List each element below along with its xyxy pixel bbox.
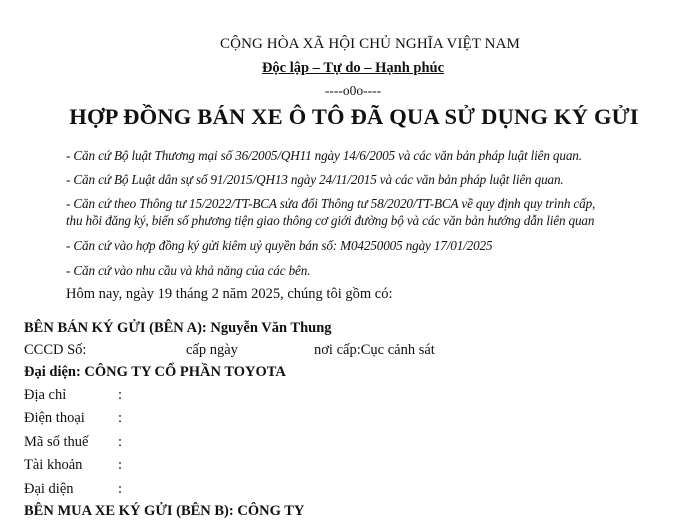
- address-label: Địa chỉ: [24, 387, 67, 403]
- bank-account-colon: :: [118, 457, 123, 473]
- party-a-heading: BÊN BÁN KÝ GỬI (BÊN A): Nguyễn Văn Thung: [24, 320, 332, 336]
- phone-colon: :: [118, 410, 123, 426]
- legal-basis-consignment-contract: - Căn cứ vào hợp đồng ký gửi kiêm uỷ quyền bán số: M04250005 ngày 17/01/2025: [66, 238, 493, 253]
- tax-code-label: Mã số thuế: [24, 434, 89, 450]
- id-issue-date-label: cấp ngày: [186, 342, 238, 358]
- id-number-label: CCCD Số:: [24, 342, 87, 358]
- legal-basis-circular-line-2: thu hồi đăng ký, biển số phương tiện giao thông cơ giới đường bộ và các văn bản hướng dẫn liên quan: [66, 213, 595, 228]
- legal-basis-needs: - Căn cứ vào nhu cầu và khả năng của các bên.: [66, 263, 311, 278]
- legal-basis-circular-line-1: - Căn cứ theo Thông tư 15/2022/TT-BCA sửa đổi Thông tư 58/2020/TT-BCA về quy định quy trình cấp,: [66, 196, 596, 211]
- representative-person-colon: :: [118, 481, 123, 497]
- national-motto: Độc lập – Tự do – Hạnh phúc: [261, 60, 445, 76]
- address-colon: :: [118, 387, 123, 403]
- id-issue-place: nơi cấp:Cục cảnh sát: [314, 342, 435, 358]
- representative-heading: Đại diện: CÔNG TY CỔ PHẦN TOYOTA: [24, 364, 286, 380]
- bank-account-label: Tài khoản: [24, 457, 83, 473]
- party-b-heading: BÊN MUA XE KÝ GỬI (BÊN B): CÔNG TY: [24, 503, 305, 519]
- header-separator: ----o0o----: [324, 83, 382, 98]
- intro-sentence: Hôm nay, ngày 19 tháng 2 năm 2025, chúng tôi gồm có:: [66, 286, 393, 302]
- representative-person-label: Đại diện: [24, 481, 74, 497]
- phone-label: Điện thoại: [24, 410, 85, 426]
- tax-code-colon: :: [118, 434, 123, 450]
- legal-basis-commercial-law: - Căn cứ Bộ luật Thương mại số 36/2005/QH11 ngày 14/6/2005 và các văn bản pháp luật liên quan.: [66, 148, 582, 163]
- legal-basis-civil-code: - Căn cứ Bộ Luật dân sự số 91/2015/QH13 ngày 24/11/2015 và các văn bản pháp luật liên quan.: [66, 172, 564, 187]
- national-title: CỘNG HÒA XÃ HỘI CHỦ NGHĨA VIỆT NAM: [220, 36, 520, 52]
- document-title: HỢP ĐỒNG BÁN XE Ô TÔ ĐÃ QUA SỬ DỤNG KÝ GỬI: [69, 104, 639, 129]
